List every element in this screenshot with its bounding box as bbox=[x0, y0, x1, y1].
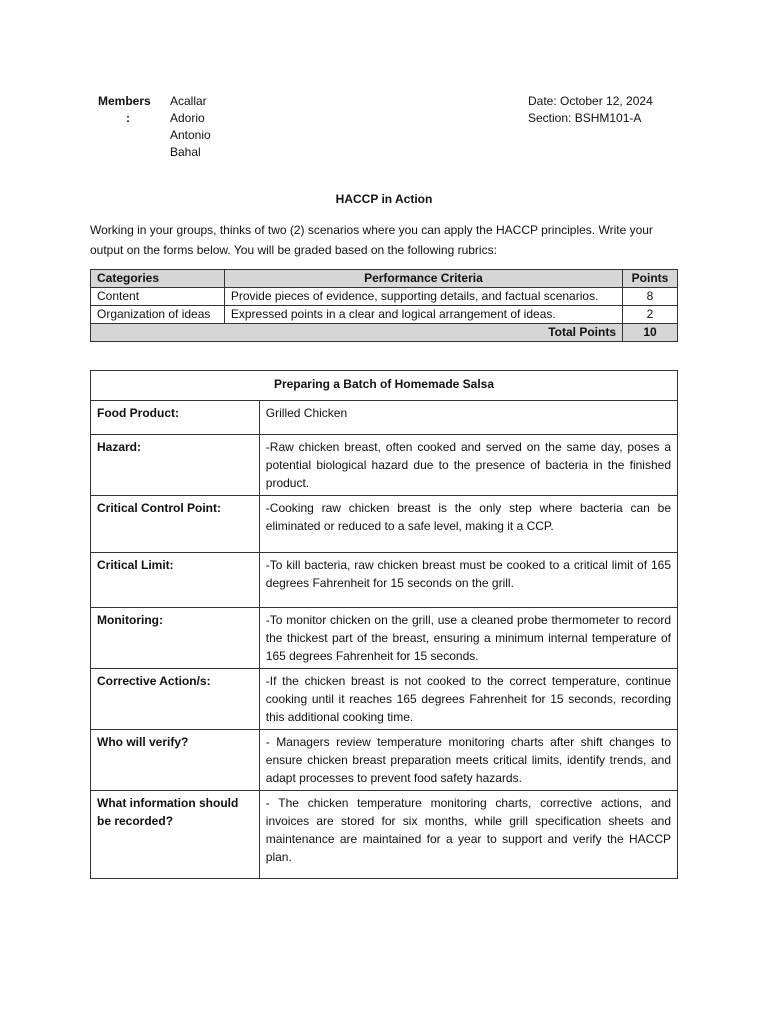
haccp-value: -To kill bacteria, raw chicken breast must be cooked to a critical limit of 165 degrees Fahrenheit for 15 seconds on the grill. bbox=[259, 553, 677, 608]
members-list bbox=[170, 93, 211, 161]
rubric-header-cell: Categories bbox=[91, 270, 225, 288]
haccp-label: Monitoring: bbox=[91, 608, 260, 669]
member-name: Bahal bbox=[170, 145, 201, 159]
member-name: Acallar bbox=[170, 94, 207, 108]
haccp-label: Hazard: bbox=[91, 435, 260, 496]
haccp-value: -Cooking raw chicken breast is the only step where bacteria can be eliminated or reduced to a safe level, making it a CCP. bbox=[259, 496, 677, 553]
haccp-value: -Raw chicken breast, often cooked and served on the same day, poses a potential biological hazard due to the presence of bacteria in the finished product. bbox=[259, 435, 677, 496]
date-section-block bbox=[528, 93, 653, 127]
members-label bbox=[98, 93, 158, 127]
haccp-label: What information should be recorded? bbox=[91, 791, 260, 879]
rubric-header-cell: Points bbox=[623, 270, 678, 288]
haccp-value: -If the chicken breast is not cooked to the correct temperature, continue cooking until it reaches 165 degrees Fahrenheit for 15 seconds, recording this additional cooking time. bbox=[259, 669, 677, 730]
haccp-row bbox=[91, 401, 678, 435]
rubric-table bbox=[90, 269, 678, 342]
rubric-row bbox=[91, 306, 678, 324]
haccp-label: Food Product: bbox=[91, 401, 260, 435]
document-header bbox=[92, 93, 678, 163]
haccp-row bbox=[91, 730, 678, 791]
rubric-category: Organization of ideas bbox=[91, 306, 225, 324]
haccp-label: Who will verify? bbox=[91, 730, 260, 791]
intro-paragraph: Working in your groups, thinks of two (2) scenarios where you can apply the HACCP principles. Write your output on the forms below. You will be graded based on the following rubrics: bbox=[90, 223, 653, 257]
haccp-table bbox=[90, 370, 678, 879]
rubric-row bbox=[91, 288, 678, 306]
members-label-colon: : bbox=[126, 111, 130, 125]
haccp-heading-row bbox=[91, 371, 678, 401]
rubric-category: Content bbox=[91, 288, 225, 306]
haccp-label: Critical Control Point: bbox=[91, 496, 260, 553]
members-label-text: Members bbox=[98, 94, 151, 108]
haccp-row bbox=[91, 496, 678, 553]
haccp-value: - Managers review temperature monitoring charts after shift changes to ensure chicken breast preparation meets critical limits, identify trends, and adapt processes to prevent food safety hazards. bbox=[259, 730, 677, 791]
total-points-value: 10 bbox=[623, 324, 678, 342]
rubric-header-row bbox=[91, 270, 678, 288]
haccp-value: Grilled Chicken bbox=[259, 401, 677, 435]
rubric-criteria: Expressed points in a clear and logical arrangement of ideas. bbox=[224, 306, 622, 324]
member-name: Adorio bbox=[170, 111, 205, 125]
haccp-row bbox=[91, 435, 678, 496]
haccp-value: - The chicken temperature monitoring charts, corrective actions, and invoices are stored for six months, while grill specification sheets and maintenance are maintained for a year to support and verify the HACCP plan. bbox=[259, 791, 677, 879]
section-text: Section: BSHM101-A bbox=[528, 111, 642, 125]
haccp-label: Corrective Action/s: bbox=[91, 669, 260, 730]
date-text: Date: October 12, 2024 bbox=[528, 94, 653, 108]
rubric-points: 2 bbox=[623, 306, 678, 324]
haccp-heading: Preparing a Batch of Homemade Salsa bbox=[91, 371, 678, 401]
rubric-points: 8 bbox=[623, 288, 678, 306]
rubric-total-row bbox=[91, 324, 678, 342]
haccp-row bbox=[91, 553, 678, 608]
rubric-header-cell: Performance Criteria bbox=[224, 270, 622, 288]
total-points-label: Total Points bbox=[91, 324, 623, 342]
haccp-row bbox=[91, 791, 678, 879]
haccp-label: Critical Limit: bbox=[91, 553, 260, 608]
haccp-row bbox=[91, 608, 678, 669]
member-name: Antonio bbox=[170, 128, 211, 142]
page-title: HACCP in Action bbox=[335, 192, 433, 206]
haccp-row bbox=[91, 669, 678, 730]
haccp-value: -To monitor chicken on the grill, use a cleaned probe thermometer to record the thickest part of the breast, ensuring a minimum internal temperature of 165 degrees Fahrenheit for 15 seconds. bbox=[259, 608, 677, 669]
rubric-criteria: Provide pieces of evidence, supporting details, and factual scenarios. bbox=[224, 288, 622, 306]
